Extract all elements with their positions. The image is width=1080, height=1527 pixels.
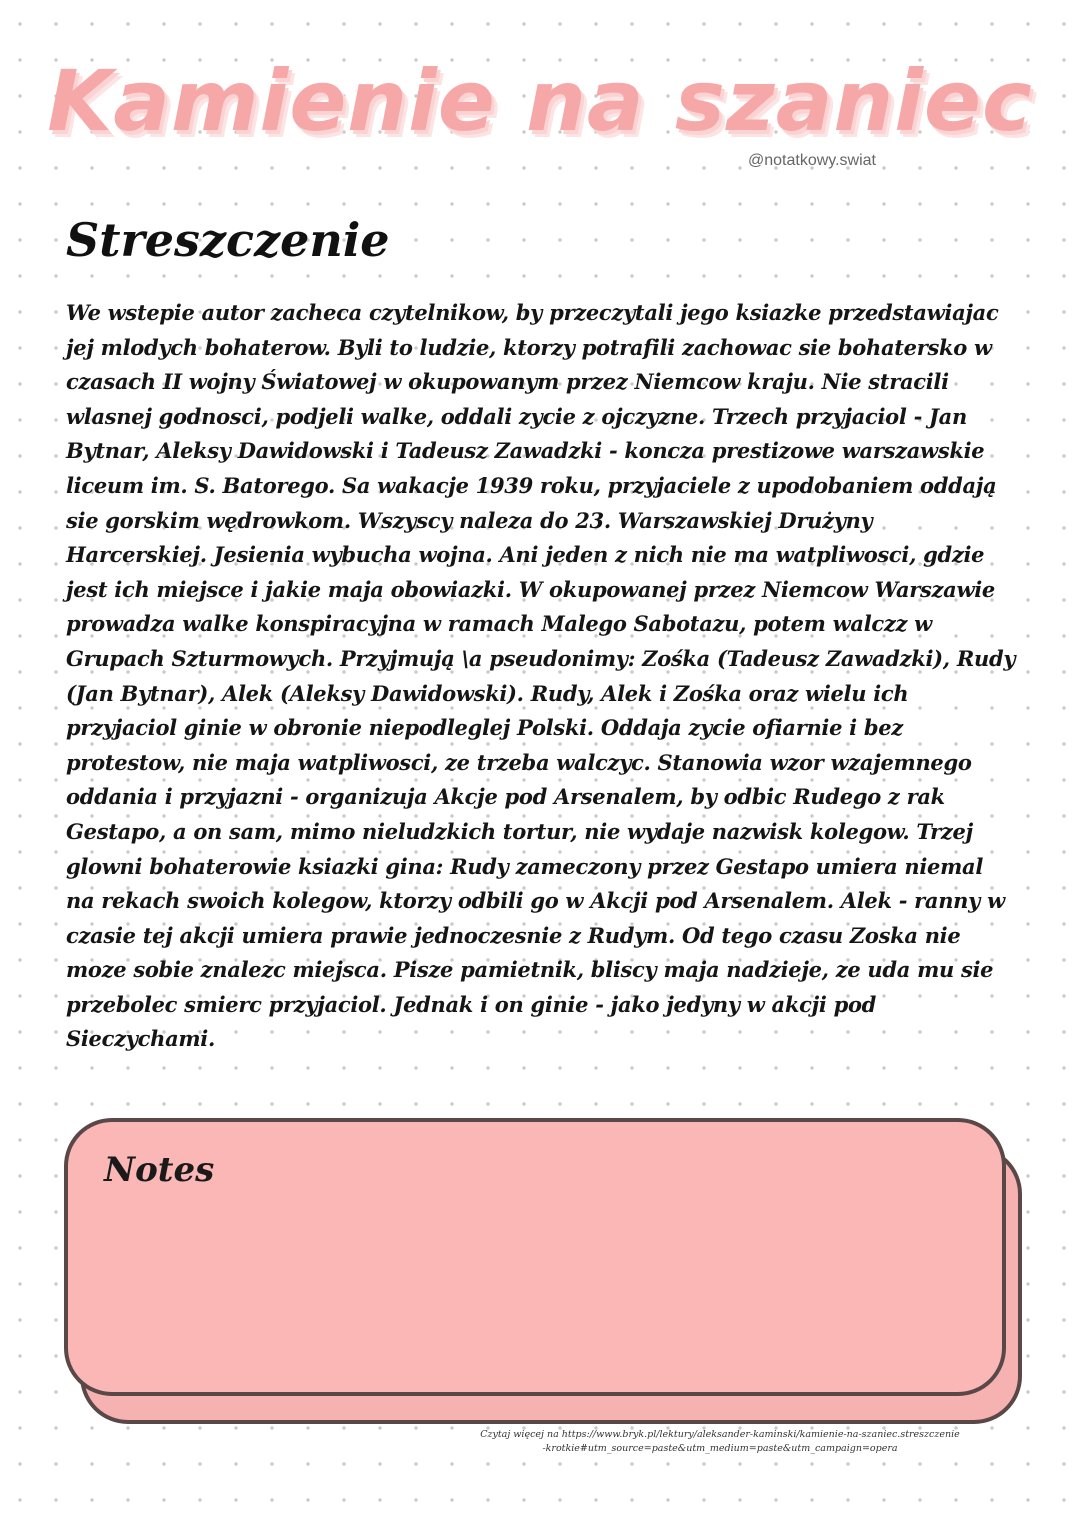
notes-label: Notes: [104, 1150, 215, 1190]
summary-text: We wstepie autor zacheca czytelnikow, by przeczytali jego ksiazke przedstawiajac jej mlodych bohaterow. Byli to ludzie, ktorzy potrafili zachowac sie bohatersko w czasach II wojny Światowej w okupowanym przez Niemcow kraju. Nie stracili wlasnej godnosci, podjeli walke, oddali zycie z ojczyzne. Trzech przyjaciol - Jan Bytnar, Aleksy Dawidowski i Tadeusz Zawadzki - koncza prestizowe warszawskie liceum im. S. Batorego. Sa wakacje 1939 roku, przyjaciele z upodobaniem oddają sie gorskim wędrowkom. Wszyscy naleza do 23. Warszawskiej Drużyny Harcerskiej. Jesienia wybucha wojna. Ani jeden z nich nie ma watpliwosci, gdzie jest ich miejsce i jakie maja obowiazki. W okupowanej przez Niemcow Warszawie prowadza walke konspiracyjna w ramach Malego Sabotazu, potem walczz w Grupach Szturmowych. Przyjmują \a pseudonimy: Zośka (Tadeusz Zawadzki), Rudy (Jan Bytnar), Alek (Aleksy Dawidowski). Rudy, Alek i Zośka oraz wielu ich przyjaciol ginie w obronie niepodleglej Polski. Oddaja zycie ofiarnie i bez protestow, nie maja watpliwosci, ze trzeba walczyc. Stanowia wzor wzajemnego oddania i przyjazni - organizuja Akcje pod Arsenalem, by odbic Rudego z rak Gestapo, a on sam, mimo nieludzkich tortur, nie wydaje nazwisk kolegow. Trzej glowni bohaterowie ksiazki gina: Rudy zameczony przez Gestapo umiera niemal na rekach swoich kolegow, ktorzy odbili go w Akcji pod Arsenalem. Alek - ranny w czasie tej akcji umiera prawie jednoczesnie z Rudym. Od tego czasu Zoska nie moze sobie znalezc miejsca. Pisze pamietnik, bliscy maja nadzieje, ze uda mu sie przebolec smierc przyjaciol. Jednak i on ginie - jako jedyny w akcji pod Sieczychami.: [66, 300, 1016, 1052]
page-title: Kamienie na szaniec: [47, 52, 1033, 150]
section-heading: Streszczenie: [66, 213, 390, 267]
author-handle: @notatkowy.swiat: [748, 152, 876, 169]
source-note: Czytaj więcej na https://www.bryk.pl/lektury/aleksander-kaminski/kamienie-na-szaniec.streszczenie-krotkie#utm_source=paste&utm_medium=paste&utm_campaign=opera: [480, 1429, 960, 1454]
